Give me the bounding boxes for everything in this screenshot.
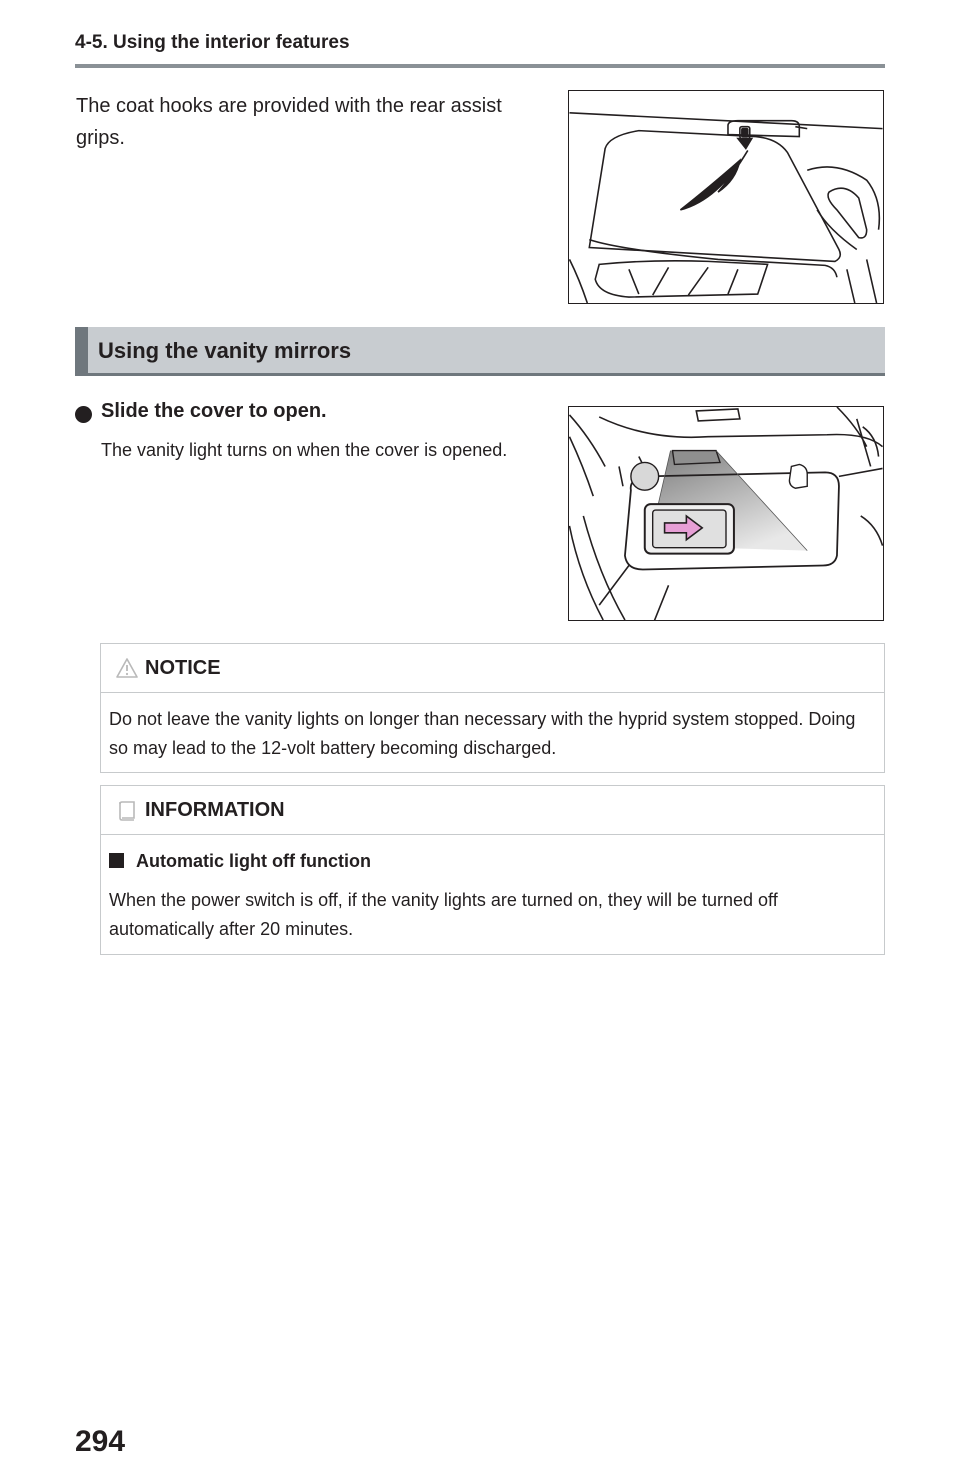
bullet-circle-icon: [75, 406, 92, 423]
running-header: 4-5. Using the interior features: [75, 32, 350, 53]
information-text: When the power switch is off, if the vanity lights are turned on, they will be turned off automatically after 20 minutes.: [109, 890, 778, 939]
header-rule: [75, 64, 885, 68]
notice-text: Do not leave the vanity lights on longer than necessary with the hyprid system stopped. Doing so may lead to the 12-volt battery becoming discharged.: [109, 709, 856, 758]
section-heading: Using the vanity mirrors: [98, 338, 352, 363]
information-title: INFORMATION: [145, 799, 285, 821]
intro-paragraph: The coat hooks are provided with the rear assist grips.: [76, 95, 502, 149]
information-subheading: Automatic light off function: [136, 851, 371, 871]
notice-title: NOTICE: [145, 657, 221, 679]
vanity-mirror-illustration: [568, 406, 884, 621]
section-heading-bar: [75, 327, 885, 376]
book-icon: [117, 800, 137, 822]
page-number: 294: [75, 1425, 126, 1458]
step-instruction: Slide the cover to open.: [101, 400, 327, 422]
notice-box: [100, 643, 885, 773]
information-header: [101, 786, 884, 835]
information-subheading-row: [109, 847, 874, 876]
square-bullet-icon: [109, 853, 124, 868]
coat-hook-illustration: [568, 90, 884, 304]
warning-triangle-icon: [115, 657, 139, 679]
notice-header: [101, 644, 884, 693]
information-box: [100, 785, 885, 955]
step-note: The vanity light turns on when the cover is opened.: [101, 440, 508, 460]
